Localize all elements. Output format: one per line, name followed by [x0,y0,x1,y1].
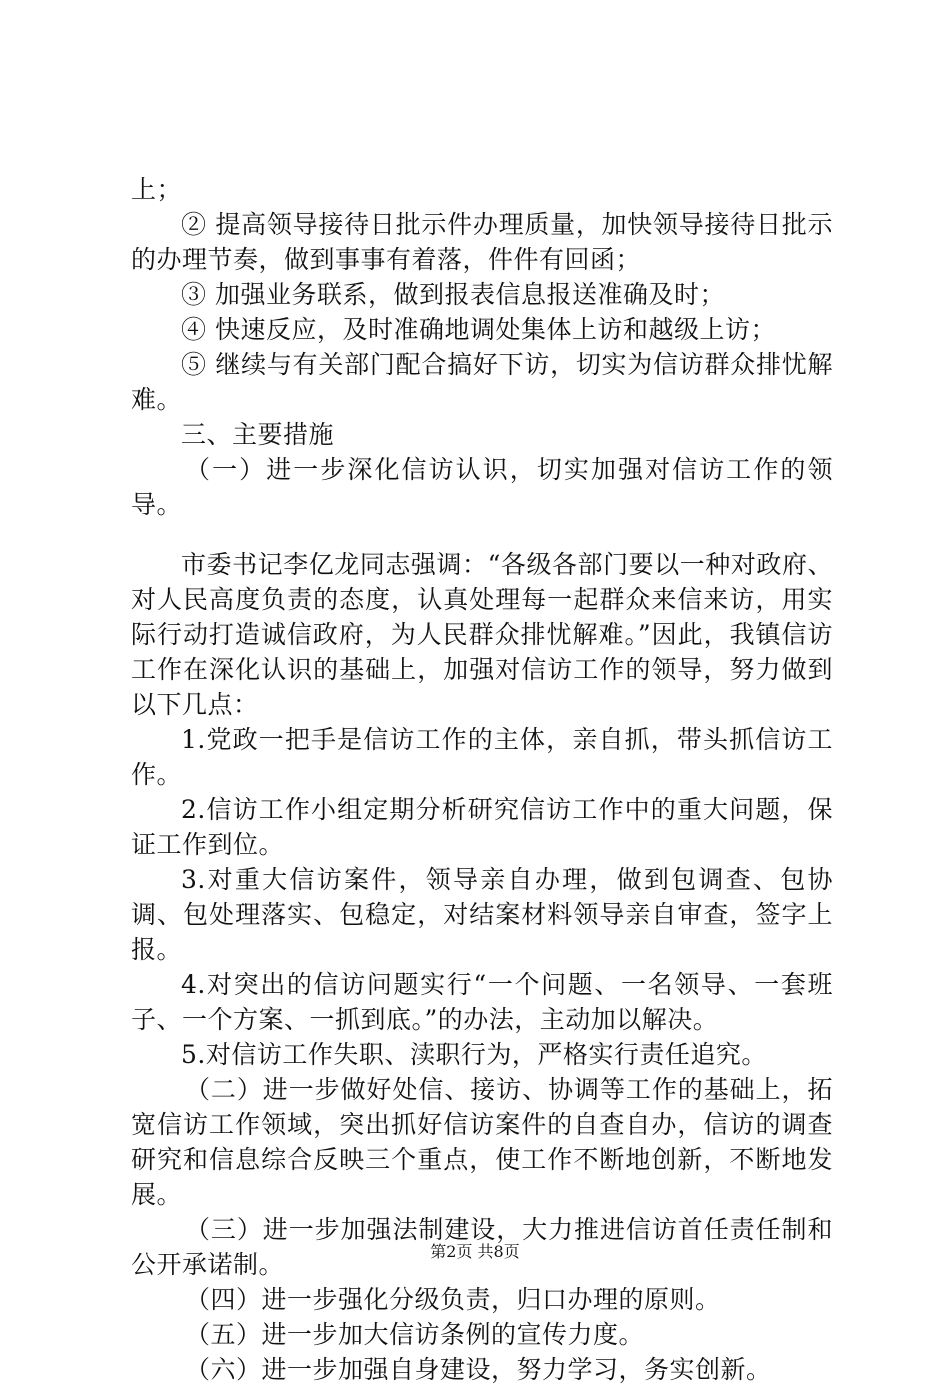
section-heading-main-measures: 三、主要措施 [181,420,335,449]
page-footer: 第2页 共8页 [430,1242,520,1261]
paragraph-item-4: ④ 快速反应，及时准确地调处集体上访和越级上访； [181,315,776,344]
list-item-3: 3.对重大信访案件，领导亲自办理，做到包调查、包协调、包处理落实、包稳定，对结案材料领导亲自审查，签字上报。 [131,865,833,964]
list-item-4: 4.对突出的信访问题实行“一个问题、一名领导、一套班子、一个方案、一抓到底。”的办法，主动加以解决。 [131,970,833,1034]
subsection-6: （六）进一步加强自身建设，努力学习，务实创新。 [185,1355,772,1384]
subsection-5: （五）进一步加大信访条例的宣传力度。 [185,1320,645,1349]
paragraph-item-2: ② 提高领导接待日批示件办理质量，加快领导接待日批示的办理节奏，做到事事有着落，件件有回函； [131,210,833,274]
paragraph-item-3: ③ 加强业务联系，做到报表信息报送准确及时； [181,280,725,309]
paragraph-quote: 市委书记李亿龙同志强调：“各级各部门要以一种对政府、对人民高度负责的态度，认真处理每一起群众来信来访，用实际行动打造诚信政府，为人民群众排忧解难。”因此，我镇信访工作在深化认识的基础上，加强对信访工作的领导，努力做到以下几点： [131,550,833,719]
document-body [131,172,833,1387]
subsection-3: （三）进一步加强法制建设，大力推进信访首任责任制和公开承诺制。 [131,1215,833,1279]
paragraph-item-5: ⑤ 继续与有关部门配合搞好下访，切实为信访群众排忧解难。 [131,350,833,414]
list-item-5: 5.对信访工作失职、渎职行为，严格实行责任追究。 [181,1040,767,1069]
list-item-2: 2.信访工作小组定期分析研究信访工作中的重大问题，保证工作到位。 [131,795,833,859]
subsection-heading-1: （一）进一步深化信访认识，切实加强对信访工作的领导。 [131,455,833,519]
subsection-2: （二）进一步做好处信、接访、协调等工作的基础上，拓宽信访工作领域，突出抓好信访案件的自查自办，信访的调查研究和信息综合反映三个重点，使工作不断地创新，不断地发展。 [131,1075,833,1209]
subsection-4: （四）进一步强化分级负责，归口办理的原则。 [185,1285,721,1314]
paragraph-continuation: 上； [131,175,183,204]
list-item-1: 1.党政一把手是信访工作的主体，亲自抓，带头抓信访工作。 [131,725,833,789]
